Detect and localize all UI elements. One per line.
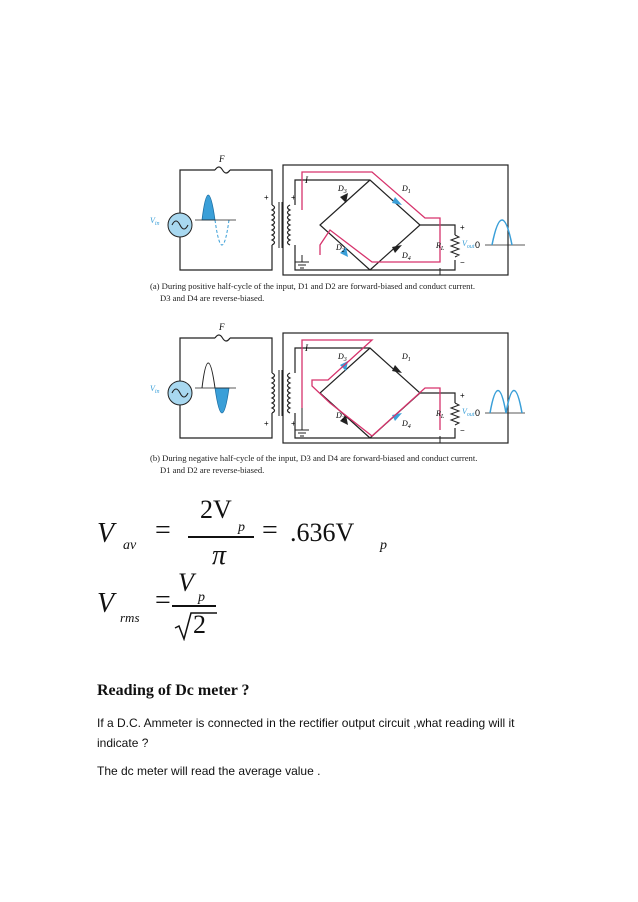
- eq-av-denominator: π: [212, 540, 227, 571]
- d3-label: $D_3$: [338, 184, 347, 195]
- eq-av-equals-2: =: [262, 515, 278, 546]
- answer-paragraph: The dc meter will read the average value .: [97, 764, 321, 778]
- secondary-plus-label: +: [291, 419, 296, 428]
- bridge-rectifier-diagram-b: [140, 318, 530, 448]
- bridge-rectifier-diagram-a: [140, 150, 530, 280]
- eq-av-lhs-sub: av: [123, 538, 137, 553]
- eq-av-equals: =: [155, 515, 171, 546]
- primary-plus-label: +: [264, 193, 269, 202]
- vout-label: $V_{out}$: [462, 239, 475, 250]
- d3-label: $D_3$: [338, 352, 347, 363]
- current-label: I: [305, 175, 308, 185]
- d2-label: $D_2$: [336, 411, 345, 422]
- output-zero-label: 0: [475, 240, 481, 250]
- vout-minus-label: −: [460, 258, 465, 267]
- eq-rms-lhs-sub: rms: [120, 610, 140, 625]
- d4-label: $D_4$: [402, 419, 411, 430]
- eq-rms-equals: =: [155, 585, 171, 616]
- section-heading: Reading of Dc meter ?: [97, 682, 250, 699]
- vout-plus-label: +: [460, 223, 465, 232]
- eq-rms-denominator: 2: [193, 610, 206, 639]
- eq-av-numerator-sub: p: [238, 520, 245, 535]
- vout-label: $V_{out}$: [462, 407, 475, 418]
- question-paragraph: If a D.C. Ammeter is connected in the rectifier output circuit ,what reading will it indicate ?: [97, 716, 515, 750]
- eq-av-numerator: 2V: [200, 495, 232, 524]
- d4-label: $D_4$: [402, 251, 411, 262]
- caption-a: [150, 280, 530, 304]
- caption-a-line2: D3 and D4 are reverse-biased.: [160, 293, 265, 303]
- output-zero-label: 0: [475, 408, 481, 418]
- eq-rms-lhs: V: [97, 588, 115, 619]
- secondary-plus-label: +: [291, 193, 296, 202]
- vout-minus-label: −: [460, 426, 465, 435]
- eq-av-fraction-bar: [188, 536, 254, 538]
- primary-plus-label: +: [264, 419, 269, 428]
- eq-av-lhs: V: [97, 518, 115, 549]
- rl-label: $R_L$: [436, 241, 445, 252]
- eq-av-result-sub: p: [380, 538, 387, 553]
- d1-label: $D_1$: [402, 184, 411, 195]
- eq-rms-numerator-sub: p: [198, 590, 205, 605]
- caption-a-line1: (a) During positive half-cycle of the input, D1 and D2 are forward-biased and conduct current.: [150, 281, 476, 291]
- d2-label: $D_2$: [336, 243, 345, 254]
- d1-label: $D_1$: [402, 352, 411, 363]
- eq-rms-numerator: V: [178, 568, 194, 597]
- vout-plus-label: +: [460, 391, 465, 400]
- caption-b-line1: (b) During negative half-cycle of the input, D3 and D4 are forward-biased and conduct current.: [150, 453, 478, 463]
- caption-b: [150, 452, 530, 476]
- current-label: I: [305, 343, 308, 353]
- vin-label: $V_{in}$: [150, 384, 160, 395]
- vin-label: $V_{in}$: [150, 216, 160, 227]
- fuse-label: F: [219, 154, 225, 164]
- eq-av-result: .636V: [290, 518, 355, 547]
- eq-rms-fraction-bar: [172, 605, 216, 607]
- rl-label: $R_L$: [436, 409, 445, 420]
- fuse-label: F: [219, 322, 225, 332]
- caption-b-line2: D1 and D2 are reverse-biased.: [160, 465, 265, 475]
